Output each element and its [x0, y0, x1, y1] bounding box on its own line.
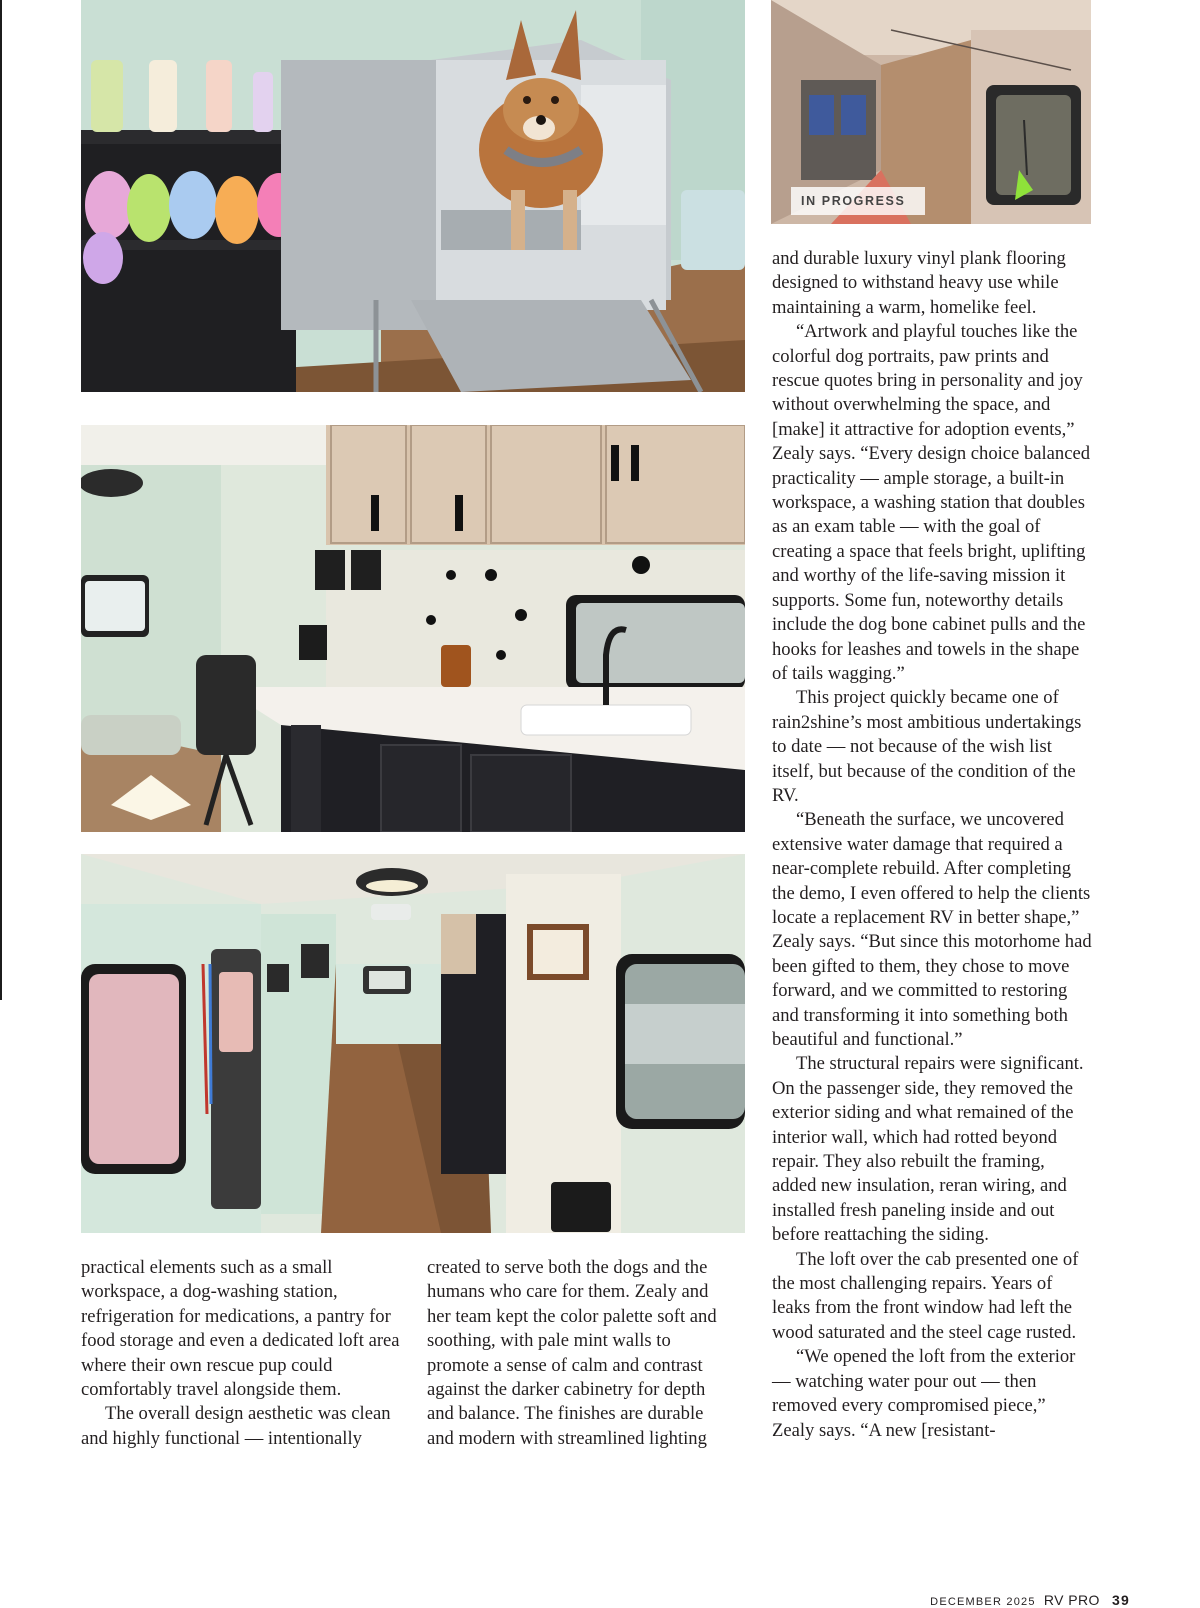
paragraph: The structural repairs were significant. On the passenger side, they removed the exterior siding and what remained of the interior wall, which had rotted beyond repair. They also rebuilt the framing, added new insulation, reran wiring, and installed fresh paneling inside and out before reattaching the siding.	[772, 1053, 1084, 1246]
page-edge-mark	[0, 0, 2, 1000]
paragraph: “We opened the loft from the exterior — watching water pour out — then removed every compromised piece,” Zealy says. “A new [resistant-	[772, 1346, 1076, 1441]
paragraph: The overall design aesthetic was clean and highly functional — intentionally	[81, 1403, 391, 1449]
magazine-name: RV PRO	[1043, 1592, 1100, 1608]
paragraph: practical elements such as a small workspace, a dog-washing station, refrigeration for medications, a pantry for food storage and even a dedicated loft area where their own rescue pup could comfortably travel alongside them.	[81, 1257, 400, 1401]
in-progress-tag: IN PROGRESS	[791, 187, 925, 215]
paragraph: created to serve both the dogs and the humans who care for them. Zealy and her team kept the color palette soft and soothing, with pale mint walls to promote a sense of calm and contrast against the darker cabinetry for depth and balance. The finishes are durable and modern with streamlined lighting	[427, 1257, 717, 1449]
page-number: 39	[1112, 1592, 1130, 1608]
article-column-3	[772, 247, 1092, 1443]
issue-date: DECEMBER 2025	[930, 1596, 1036, 1608]
dog-washing-station-photo	[81, 0, 745, 392]
rv-interior-photo	[81, 854, 745, 1233]
paragraph: The loft over the cab presented one of the most challenging repairs. Years of leaks from the front window had left the wood saturated and the steel cage rusted.	[772, 1248, 1079, 1343]
workspace-photo	[81, 425, 745, 832]
paragraph: This project quickly became one of rain2shine’s most ambitious undertakings to date — not because of the wish list itself, but because of the condition of the RV.	[772, 687, 1082, 806]
article-column-2	[427, 1256, 727, 1451]
paragraph: “Beneath the surface, we uncovered extensive water damage that required a near-complete rebuild. After completing the demo, I even offered to help the clients locate a replacement RV in better shape,” Zealy says. “But since this motorhome had been gifted to them, they chose to move forward, and we committed to restoring and transforming it into something both beautiful and functional.”	[772, 809, 1092, 1050]
article-column-1	[81, 1256, 411, 1451]
paragraph: “Artwork and playful touches like the colorful dog portraits, paw prints and rescue quotes bring in personality and joy without overwhelming the space, and [make] it attractive for adoption events,” Zealy says. “Every design choice balanced practicality — ample storage, a built-in workspace, a washing station that doubles as an exam table — with the goal of creating a space that feels bright, uplifting and worthy of the life-saving mission it supports. Some fun, noteworthy details include the dog bone cabinet pulls and the hooks for leashes and towels in the shape of tails wagging.”	[772, 321, 1091, 684]
paragraph: and durable luxury vinyl plank flooring designed to withstand heavy use while maintaining a warm, homelike feel.	[772, 248, 1066, 318]
